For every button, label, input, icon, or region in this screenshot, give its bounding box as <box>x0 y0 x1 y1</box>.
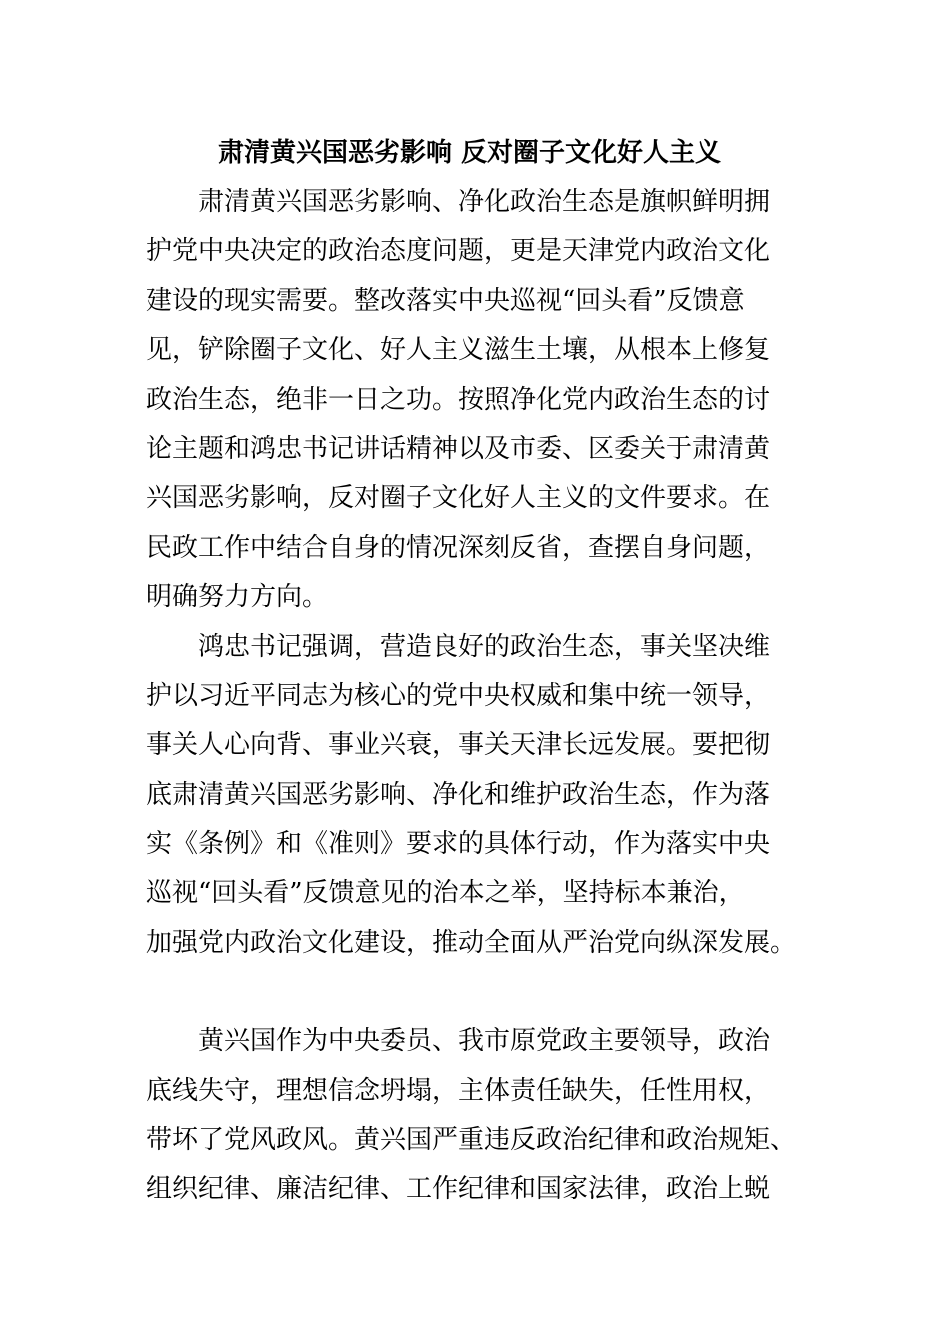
text-line: 实《条例》和《准则》要求的具体行动，作为落实中央 <box>146 829 771 860</box>
text-line: 肃清黄兴国恶劣影响、净化政治生态是旗帜鲜明拥 <box>198 187 771 217</box>
text-line: 底线失守，理想信念坍塌，主体责任缺失，任性用权， <box>146 1075 771 1106</box>
text-line: 明确努力方向。 <box>146 582 329 613</box>
text-line: 底肃清黄兴国恶劣影响、净化和维护政治生态，作为落 <box>146 779 771 810</box>
paragraph-3 <box>146 1017 806 1215</box>
text-line: 护党中央决定的政治态度问题，更是天津党内政治文化 <box>146 236 771 267</box>
paragraph-1 <box>146 178 806 623</box>
paragraph-spacer <box>146 968 806 1017</box>
text-line: 民政工作中结合自身的情况深刻反省，查摆自身问题， <box>146 532 771 563</box>
text-line: 建设的现实需要。整改落实中央巡视“回头看”反馈意 <box>146 285 745 316</box>
text-line: 事关人心向背、事业兴衰，事关天津长远发展。要把彻 <box>146 730 771 761</box>
text-line: 加强党内政治文化建设，推动全面从严治党向纵深发展。 <box>146 927 797 958</box>
text-line: 巡视“回头看”反馈意见的治本之举，坚持标本兼治， <box>146 878 745 909</box>
text-line: 鸿忠书记强调，营造良好的政治生态，事关坚决维 <box>198 631 771 662</box>
document-title: 肃清黄兴国恶劣影响 反对圈子文化好人主义 <box>218 138 722 168</box>
text-line: 黄兴国作为中央委员、我市原党政主要领导，政治 <box>198 1026 771 1057</box>
document-page <box>146 128 806 1215</box>
text-line: 政治生态，绝非一日之功。按照净化党内政治生态的讨 <box>146 384 771 415</box>
text-line: 组织纪律、廉洁纪律、工作纪律和国家法律，政治上蜕 <box>146 1174 771 1205</box>
text-line: 带坏了党风政风。黄兴国严重违反政治纪律和政治规矩、 <box>146 1125 797 1156</box>
text-line: 见，铲除圈子文化、好人主义滋生土壤，从根本上修复 <box>146 335 771 366</box>
text-line: 护以习近平同志为核心的党中央权威和集中统一领导， <box>146 680 771 711</box>
text-line: 论主题和鸿忠书记讲话精神以及市委、区委关于肃清黄 <box>146 433 771 464</box>
text-line: 兴国恶劣影响，反对圈子文化好人主义的文件要求。在 <box>146 483 771 514</box>
paragraph-2 <box>146 623 806 969</box>
